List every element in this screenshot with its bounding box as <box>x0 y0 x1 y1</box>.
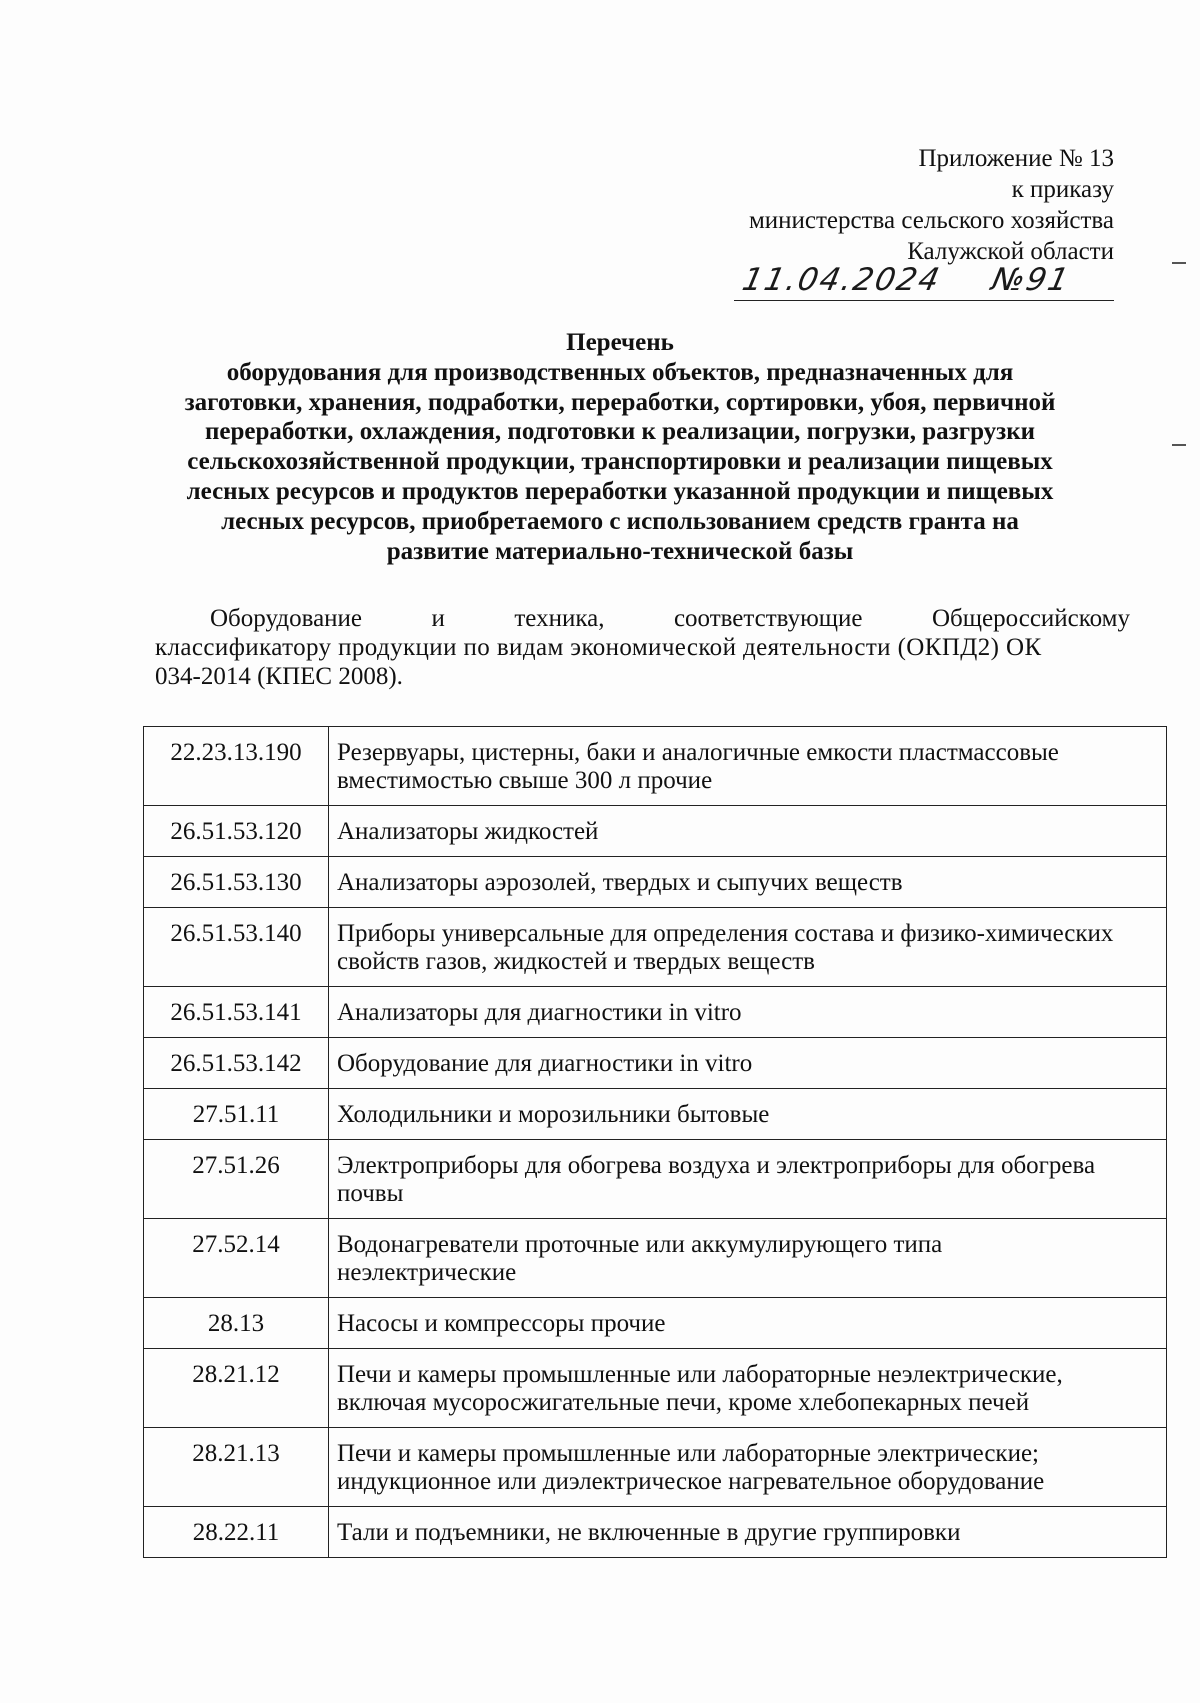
description-line: Насосы и компрессоры прочие <box>337 1310 666 1337</box>
intro-line-2: классификатору продукции по видам экономической деятельности (ОКПД2) ОК <box>155 634 1042 661</box>
okpd2-code: 26.51.53.130 <box>144 857 329 908</box>
handwritten-date-number <box>739 262 1074 298</box>
appendix-header <box>634 143 1114 267</box>
table-row <box>144 1349 1167 1428</box>
ministry-name: министерства сельского хозяйства <box>748 207 1114 234</box>
okpd2-code: 26.51.53.120 <box>144 806 329 857</box>
intro-line-3: 034-2014 (КПЕС 2008). <box>155 663 403 690</box>
okpd2-code: 28.22.11 <box>144 1507 329 1558</box>
description-line: Приборы универсальные для определения состава и физико-химических <box>337 920 1114 947</box>
description-line: Оборудование для диагностики in vitro <box>337 1050 753 1077</box>
intro-word: и <box>431 605 445 632</box>
description-line: Холодильники и морозильники бытовые <box>337 1101 770 1128</box>
okpd2-code: 26.51.53.142 <box>144 1038 329 1089</box>
table-row <box>144 1038 1167 1089</box>
description-line: Анализаторы аэрозолей, твердых и сыпучих веществ <box>337 869 903 896</box>
okpd2-code: 26.51.53.140 <box>144 908 329 987</box>
region-name: Калужской области <box>907 238 1114 265</box>
equipment-description <box>329 1298 1167 1349</box>
okpd2-code: 27.52.14 <box>144 1219 329 1298</box>
intro-word: соответствующие <box>673 605 863 632</box>
intro-paragraph <box>155 604 1130 691</box>
equipment-description <box>329 1219 1167 1298</box>
table-row <box>144 1219 1167 1298</box>
description-line: индукционное или диэлектрическое нагревательное оборудование <box>337 1468 1045 1495</box>
title-line: сельскохозяйственной продукции, транспортировки и реализации пищевых <box>187 448 1053 476</box>
handwritten-number: №91 <box>988 262 1074 298</box>
intro-line-1 <box>155 604 1130 633</box>
description-line: Резервуары, цистерны, баки и аналогичные емкости пластмассовые <box>337 739 1059 766</box>
title-heading: Перечень <box>566 329 674 356</box>
table-row <box>144 727 1167 806</box>
title-line: развитие материально-технической базы <box>386 537 854 565</box>
description-line: Тали и подъемники, не включенные в другие группировки <box>337 1519 961 1546</box>
equipment-description <box>329 908 1167 987</box>
equipment-description <box>329 1428 1167 1507</box>
title-line: оборудования для производственных объектов, предназначенных для <box>226 358 1014 386</box>
equipment-table <box>143 726 1167 1558</box>
description-line: неэлектрические <box>337 1259 517 1286</box>
handwritten-date: 11.04.2024 <box>739 262 945 298</box>
equipment-description <box>329 806 1167 857</box>
scan-mark <box>1172 262 1186 264</box>
equipment-description <box>329 857 1167 908</box>
description-line: Электроприборы для обогрева воздуха и электроприборы для обогрева <box>337 1152 1096 1179</box>
intro-word: техника, <box>514 605 605 632</box>
table-row <box>144 1507 1167 1558</box>
appendix-number: Приложение № 13 <box>918 145 1114 172</box>
equipment-description <box>329 1507 1167 1558</box>
equipment-description <box>329 1038 1167 1089</box>
title-line: заготовки, хранения, подработки, переработки, сортировки, убоя, первичной <box>184 388 1056 416</box>
description-line: вместимостью свыше 300 л прочие <box>337 767 713 794</box>
table-row <box>144 806 1167 857</box>
table-row <box>144 1140 1167 1219</box>
title-line: лесных ресурсов, приобретаемого с использованием средств гранта на <box>221 507 1019 535</box>
description-line: почвы <box>337 1180 404 1207</box>
description-line: Печи и камеры промышленные или лабораторные неэлектрические, <box>337 1361 1063 1388</box>
table-row <box>144 857 1167 908</box>
description-line: Печи и камеры промышленные или лабораторные электрические; <box>337 1440 1040 1467</box>
scan-mark <box>1172 444 1186 446</box>
order-reference: к приказу <box>1011 176 1114 203</box>
okpd2-code: 28.13 <box>144 1298 329 1349</box>
okpd2-code: 22.23.13.190 <box>144 727 329 806</box>
equipment-description <box>329 987 1167 1038</box>
document-title <box>150 328 1090 566</box>
equipment-description <box>329 1089 1167 1140</box>
table-row <box>144 908 1167 987</box>
table-row <box>144 1298 1167 1349</box>
title-line: лесных ресурсов и продуктов переработки указанной продукции и пищевых <box>186 477 1054 505</box>
table-row <box>144 987 1167 1038</box>
intro-word: Оборудование <box>210 605 363 632</box>
equipment-description <box>329 727 1167 806</box>
title-line: переработки, охлаждения, подготовки к реализации, погрузки, разгрузки <box>204 418 1036 446</box>
table-row <box>144 1428 1167 1507</box>
equipment-description <box>329 1349 1167 1428</box>
equipment-description <box>329 1140 1167 1219</box>
okpd2-code: 28.21.13 <box>144 1428 329 1507</box>
description-line: Анализаторы жидкостей <box>337 818 599 845</box>
equipment-table-body <box>144 727 1167 1558</box>
okpd2-code: 28.21.12 <box>144 1349 329 1428</box>
description-line: Водонагреватели проточные или аккумулирующего типа <box>337 1231 943 1258</box>
table-row <box>144 1089 1167 1140</box>
okpd2-code: 27.51.11 <box>144 1089 329 1140</box>
description-line: Анализаторы для диагностики in vitro <box>337 999 742 1026</box>
okpd2-code: 26.51.53.141 <box>144 987 329 1038</box>
description-line: включая мусоросжигательные печи, кроме хлебопекарных печей <box>337 1389 1030 1416</box>
okpd2-code: 27.51.26 <box>144 1140 329 1219</box>
intro-word: Общероссийскому <box>931 605 1130 632</box>
description-line: свойств газов, жидкостей и твердых веществ <box>337 948 815 975</box>
